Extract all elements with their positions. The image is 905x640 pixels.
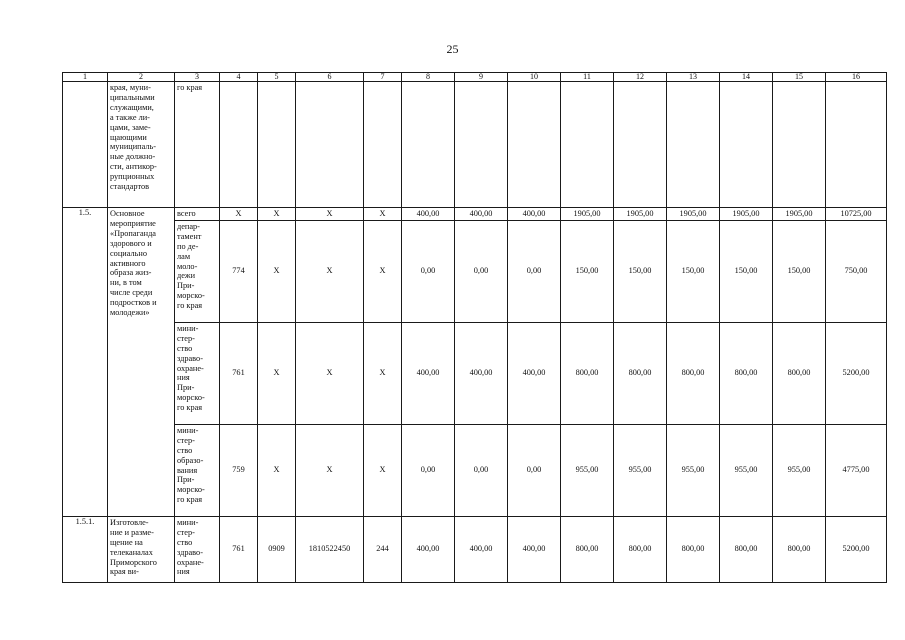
value-cell: X [258, 322, 296, 424]
value-cell: 800,00 [561, 322, 614, 424]
page-number: 25 [446, 42, 459, 56]
value-cell: 800,00 [667, 322, 720, 424]
value-cell: 750,00 [826, 220, 887, 322]
value-cell: 0909 [258, 516, 296, 582]
value-cell: X [220, 208, 258, 221]
row-number-cell: 1.5. [63, 208, 108, 517]
executor-cell: депар- тамент по де- лам моло- дежи При- морско- го края [175, 220, 220, 322]
value-cell: 1905,00 [667, 208, 720, 221]
table-row-1-5-health-ministry [63, 322, 887, 424]
value-cell: 800,00 [720, 516, 773, 582]
value-cell: 400,00 [402, 322, 455, 424]
value-cell: 800,00 [773, 516, 826, 582]
value-cell: 150,00 [614, 220, 667, 322]
value-cell: 800,00 [720, 322, 773, 424]
column-number: 11 [561, 73, 614, 82]
value-cell: X [364, 208, 402, 221]
column-number: 4 [220, 73, 258, 82]
column-number: 2 [108, 73, 175, 82]
value-cell: 1905,00 [773, 208, 826, 221]
measure-name-cell: края, муни- ципальными служащими, а также ли- цами, заме- щающими муниципаль- ные должно- сти, антикор- рупционных стандартов [108, 82, 175, 208]
value-cell: 400,00 [402, 208, 455, 221]
value-cell: 800,00 [667, 516, 720, 582]
value-cell: 800,00 [614, 516, 667, 582]
value-cell: 400,00 [508, 516, 561, 582]
value-cell: 955,00 [561, 424, 614, 516]
value-cell [826, 82, 887, 208]
value-cell [364, 82, 402, 208]
value-cell: 244 [364, 516, 402, 582]
column-number: 16 [826, 73, 887, 82]
table-row-continuation [63, 82, 887, 208]
column-number: 12 [614, 73, 667, 82]
value-cell: 0,00 [402, 220, 455, 322]
value-cell: 1905,00 [561, 208, 614, 221]
column-number: 14 [720, 73, 773, 82]
executor-cell: мини- стер- ство здраво- охране- ния При- морско- го края [175, 322, 220, 424]
value-cell: 761 [220, 516, 258, 582]
value-cell: 400,00 [402, 516, 455, 582]
measure-name-cell: Изготовле- ние и разме- щение на телеканалах Приморского края ви- [108, 516, 175, 582]
table-row-1-5-total [63, 208, 887, 221]
value-cell: X [364, 424, 402, 516]
value-cell [561, 82, 614, 208]
executor-cell: мини- стер- ство здраво- охране- ния [175, 516, 220, 582]
table-row-1-5-1 [63, 516, 887, 582]
value-cell: 955,00 [667, 424, 720, 516]
value-cell: 10725,00 [826, 208, 887, 221]
executor-cell: всего [175, 208, 220, 221]
column-number-row [63, 73, 887, 82]
column-number: 6 [296, 73, 364, 82]
executor-cell: го края [175, 82, 220, 208]
value-cell: X [364, 220, 402, 322]
value-cell: X [258, 424, 296, 516]
value-cell: 955,00 [614, 424, 667, 516]
column-number: 9 [455, 73, 508, 82]
executor-cell: мини- стер- ство образо- вания При- морско- го края [175, 424, 220, 516]
table-row-1-5-youth-department [63, 220, 887, 322]
value-cell [720, 82, 773, 208]
value-cell: 800,00 [561, 516, 614, 582]
value-cell: 400,00 [508, 208, 561, 221]
value-cell: 1905,00 [614, 208, 667, 221]
value-cell: 759 [220, 424, 258, 516]
value-cell: X [258, 220, 296, 322]
column-number: 8 [402, 73, 455, 82]
value-cell: X [258, 208, 296, 221]
value-cell [667, 82, 720, 208]
value-cell: 400,00 [508, 322, 561, 424]
value-cell: 5200,00 [826, 516, 887, 582]
value-cell: X [364, 322, 402, 424]
value-cell: 800,00 [614, 322, 667, 424]
row-number-cell [63, 82, 108, 208]
value-cell: 0,00 [508, 424, 561, 516]
value-cell: 4775,00 [826, 424, 887, 516]
value-cell: 774 [220, 220, 258, 322]
column-number: 13 [667, 73, 720, 82]
value-cell: 150,00 [667, 220, 720, 322]
value-cell [258, 82, 296, 208]
table-row-1-5-education-ministry [63, 424, 887, 516]
value-cell: 150,00 [773, 220, 826, 322]
value-cell: 0,00 [455, 220, 508, 322]
value-cell: X [296, 424, 364, 516]
column-number: 15 [773, 73, 826, 82]
value-cell [296, 82, 364, 208]
value-cell: 150,00 [720, 220, 773, 322]
column-number: 10 [508, 73, 561, 82]
value-cell: 1905,00 [720, 208, 773, 221]
value-cell: 400,00 [455, 516, 508, 582]
value-cell [508, 82, 561, 208]
column-number: 7 [364, 73, 402, 82]
value-cell [773, 82, 826, 208]
value-cell: 5200,00 [826, 322, 887, 424]
column-number: 1 [63, 73, 108, 82]
value-cell [455, 82, 508, 208]
measure-name-cell: Основное мероприятие «Пропаганда здорового и социально активного образа жиз- ни, в том числе среди подростков и молодежи» [108, 208, 175, 517]
value-cell: 0,00 [402, 424, 455, 516]
row-number-cell: 1.5.1. [63, 516, 108, 582]
value-cell: 0,00 [455, 424, 508, 516]
budget-table [62, 72, 887, 583]
value-cell: X [296, 322, 364, 424]
value-cell: 1810522450 [296, 516, 364, 582]
value-cell: 955,00 [773, 424, 826, 516]
value-cell [614, 82, 667, 208]
value-cell [220, 82, 258, 208]
value-cell: 800,00 [773, 322, 826, 424]
value-cell [402, 82, 455, 208]
value-cell: X [296, 208, 364, 221]
column-number: 3 [175, 73, 220, 82]
value-cell: 150,00 [561, 220, 614, 322]
value-cell: X [296, 220, 364, 322]
value-cell: 400,00 [455, 322, 508, 424]
value-cell: 400,00 [455, 208, 508, 221]
value-cell: 955,00 [720, 424, 773, 516]
value-cell: 761 [220, 322, 258, 424]
column-number: 5 [258, 73, 296, 82]
value-cell: 0,00 [508, 220, 561, 322]
